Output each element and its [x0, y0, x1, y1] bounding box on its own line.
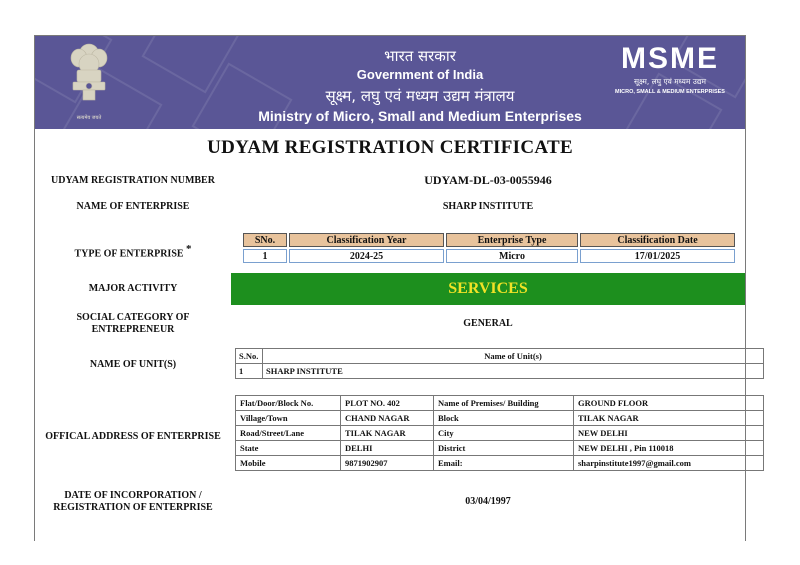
enterprise-type-asterisk: * [186, 243, 192, 255]
table-cell: PLOT NO. 402 [341, 396, 434, 411]
msme-logo-word: MSME [621, 42, 719, 75]
certificate-title: UDYAM REGISTRATION CERTIFICATE [207, 137, 573, 158]
table-cell: 9871902907 [341, 456, 434, 471]
table-cell: sharpinstitute1997@gmail.com [574, 456, 764, 471]
incorporation-label-line: REGISTRATION OF ENTERPRISE [53, 502, 213, 513]
units-table [235, 348, 764, 379]
table-cell: 1 [236, 364, 263, 379]
table-cell: Road/Street/Lane [236, 426, 341, 441]
social-category-value: GENERAL [463, 318, 513, 329]
registration-number-label: UDYAM REGISTRATION NUMBER [51, 175, 215, 186]
table-header-row [243, 233, 735, 247]
address-label: OFFICAL ADDRESS OF ENTERPRISE [45, 431, 221, 442]
table-header-cell: SNo. [243, 233, 287, 247]
table-row [236, 411, 764, 426]
table-cell: Mobile [236, 456, 341, 471]
table-header-cell: Classification Date [580, 233, 735, 247]
table-cell: State [236, 441, 341, 456]
table-row [243, 249, 735, 263]
table-cell: Email: [434, 456, 574, 471]
enterprise-type-label [35, 243, 231, 260]
table-cell: SHARP INSTITUTE [263, 364, 764, 379]
table-row [236, 396, 764, 411]
msme-logo-english: MICRO, SMALL & MEDIUM ENTERPRISES [615, 89, 725, 95]
table-cell: TILAK NAGAR [341, 426, 434, 441]
enterprise-name: SHARP INSTITUTE [442, 201, 534, 212]
emblem-motto: सत्यमेव जयते [76, 115, 102, 121]
table-header-cell: Name of Unit(s) [263, 349, 764, 364]
incorporation-label-line: DATE OF INCORPORATION / [64, 490, 202, 501]
ministry-hindi-title: सूक्ष्म, लघु एवं मध्यम उद्यम मंत्रालय [325, 87, 515, 105]
table-row [236, 441, 764, 456]
table-cell: DELHI [341, 441, 434, 456]
social-category-label [35, 312, 231, 336]
registration-number: UDYAM-DL-03-0055946 [424, 173, 552, 187]
msme-logo-hindi: सूक्ष्म, लघु एवं मध्यम उद्यम [633, 77, 707, 86]
major-activity-banner: SERVICES [231, 273, 745, 305]
table-row [236, 364, 764, 379]
table-header-cell: S.No. [236, 349, 263, 364]
units-label: NAME OF UNIT(S) [89, 359, 177, 370]
table-row [236, 456, 764, 471]
table-row [236, 426, 764, 441]
table-cell: CHAND NAGAR [341, 411, 434, 426]
table-cell: Micro [446, 249, 578, 263]
hindi-title: भारत सरकार [384, 47, 456, 65]
table-cell: Name of Premises/ Building [434, 396, 574, 411]
incorporation-date: 03/04/1997 [465, 496, 511, 507]
table-header-cell: Classification Year [289, 233, 444, 247]
table-cell: NEW DELHI [574, 426, 764, 441]
enterprise-type-label-text: TYPE OF ENTERPRISE [74, 248, 184, 260]
table-cell: 1 [243, 249, 287, 263]
table-cell: TILAK NAGAR [574, 411, 764, 426]
table-cell: 17/01/2025 [580, 249, 735, 263]
table-cell: Flat/Door/Block No. [236, 396, 341, 411]
enterprise-name-label: NAME OF ENTERPRISE [76, 201, 190, 212]
enterprise-type-table [241, 231, 737, 265]
ministry-english-title: Ministry of Micro, Small and Medium Enterprises [258, 108, 582, 124]
certificate-page [34, 35, 746, 541]
table-cell: Block [434, 411, 574, 426]
msme-logo [610, 44, 730, 95]
table-cell: District [434, 441, 574, 456]
national-emblem-icon [59, 42, 119, 122]
social-category-label-line: ENTREPRENEUR [91, 324, 175, 335]
table-cell: Village/Town [236, 411, 341, 426]
address-table [235, 395, 764, 471]
table-cell: GROUND FLOOR [574, 396, 764, 411]
major-activity-label: MAJOR ACTIVITY [88, 283, 178, 294]
government-banner [35, 36, 745, 129]
incorporation-label [35, 490, 231, 514]
social-category-label-line: SOCIAL CATEGORY OF [76, 312, 190, 323]
table-cell: 2024-25 [289, 249, 444, 263]
table-cell: NEW DELHI , Pin 110018 [574, 441, 764, 456]
table-header-row [236, 349, 764, 364]
government-title: Government of India [356, 67, 484, 82]
table-header-cell: Enterprise Type [446, 233, 578, 247]
table-cell: City [434, 426, 574, 441]
